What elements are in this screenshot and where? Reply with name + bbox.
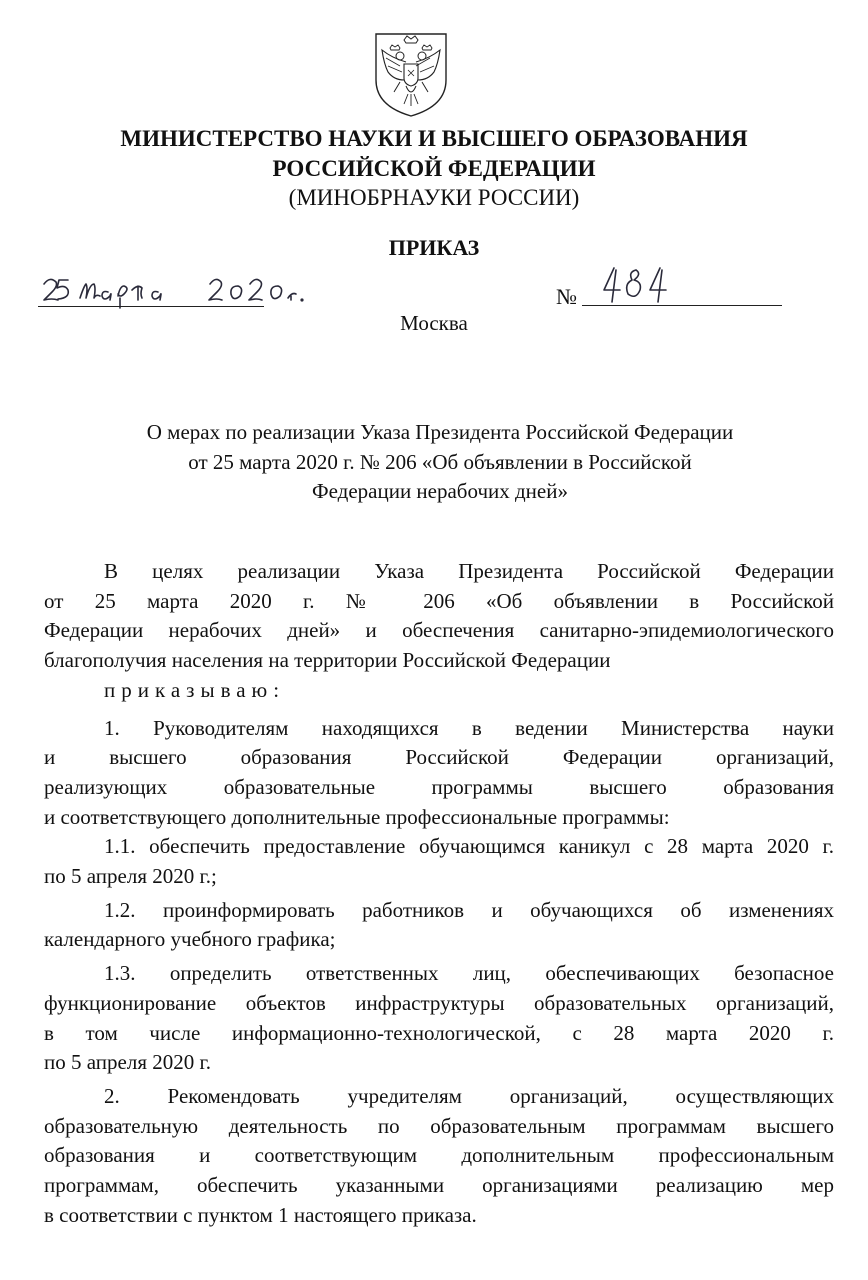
paragraph-2-line: образования и соответствующим дополнительным профессиональным xyxy=(44,1143,834,1168)
paragraph-1-2-line: 1.2. проинформировать работников и обучающихся об изменениях xyxy=(104,897,834,922)
ministry-name-line1: МИНИСТЕРСТВО НАУКИ И ВЫСШЕГО ОБРАЗОВАНИЯ xyxy=(120,126,748,151)
paragraph-1-1-line: по 5 апреля 2020 г.; xyxy=(44,864,217,889)
ministry-name-line2: РОССИЙСКОЙ ФЕДЕРАЦИИ xyxy=(272,156,596,181)
paragraph-1-line: и соответствующего дополнительные профессиональные программы: xyxy=(44,804,670,829)
paragraph-1-1-line: 1.1. обеспечить предоставление обучающимся каникул с 28 марта 2020 г. xyxy=(104,834,834,859)
order-number-label: № xyxy=(556,284,577,309)
paragraph-2-line: 2. Рекомендовать учредителям организаций, осуществляющих xyxy=(104,1083,834,1108)
order-body xyxy=(44,557,834,1230)
handwritten-order-number xyxy=(600,262,670,306)
paragraph-2-line: в соответствии с пунктом 1 настоящего приказа. xyxy=(44,1202,477,1227)
order-number-underline xyxy=(582,305,782,306)
paragraph-1-line: 1. Руководителям находящихся в ведении Министерства науки xyxy=(104,715,834,740)
city-name: Москва xyxy=(400,311,468,335)
subject-line: Федерации нерабочих дней» xyxy=(312,479,568,503)
coat-of-arms-emblem xyxy=(370,28,452,118)
paragraph-1-line: реализующих образовательные программы высшего образования xyxy=(44,774,834,799)
preamble-line: В целях реализации Указа Президента Российской Федерации xyxy=(104,559,834,583)
date-underline xyxy=(38,306,264,307)
order-subject xyxy=(60,418,820,507)
paragraph-2-line: образовательную деятельность по образовательным программам высшего xyxy=(44,1113,834,1138)
preamble-line: благополучия населения на территории Российской Федерации xyxy=(44,648,611,673)
preamble-line: от 25 марта 2020 г. № 206 «Об объявлении в Российской xyxy=(44,588,834,613)
paragraph-1-3-line: по 5 апреля 2020 г. xyxy=(44,1050,211,1075)
paragraph-2-line: программам, обеспечить указанными организациями реализацию мер xyxy=(44,1173,834,1198)
paragraph-1-3-line: 1.3. определить ответственных лиц, обеспечивающих безопасное xyxy=(104,961,834,986)
ministry-short-name: (МИНОБРНАУКИ РОССИИ) xyxy=(288,185,580,210)
subject-line: от 25 марта 2020 г. № 206 «Об объявлении в Российской xyxy=(188,449,692,474)
order-word: приказываю: xyxy=(104,677,286,702)
paragraph-1-3-line: функционирование объектов инфраструктуры образовательных организаций, xyxy=(44,990,834,1015)
subject-line: О мерах по реализации Указа Президента Российской Федерации xyxy=(146,420,734,444)
document-type-title: ПРИКАЗ xyxy=(388,235,480,260)
preamble-line: Федерации нерабочих дней» и обеспечения санитарно-эпидемиологического xyxy=(44,618,834,643)
paragraph-1-2-line: календарного учебного графика; xyxy=(44,927,336,952)
paragraph-1-line: и высшего образования Российской Федерации организаций, xyxy=(44,745,834,770)
paragraph-1-3-line: в том числе информационно-технологической, с 28 марта 2020 г. xyxy=(44,1020,834,1045)
